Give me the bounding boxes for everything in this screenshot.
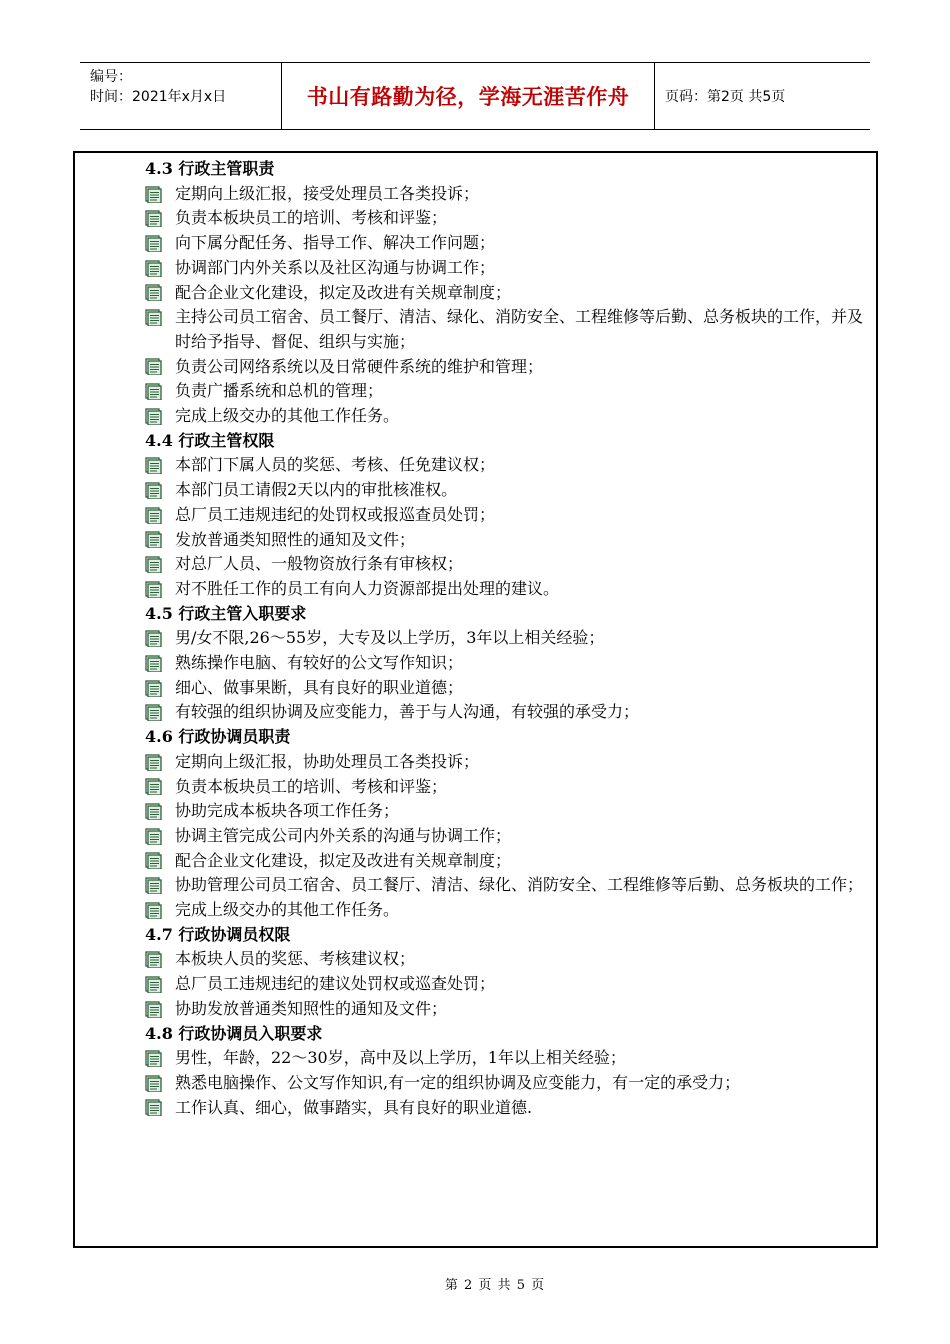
section-title: 4.4 行政主管权限: [145, 430, 275, 450]
list-item: [145, 355, 875, 380]
list-item-text: 协调部门内外关系以及社区沟通与协调工作；: [175, 257, 496, 277]
document-bullet-icon: [145, 528, 175, 553]
list-item-text: 负责公司网络系统以及日常硬件系统的维护和管理；: [175, 356, 544, 376]
list-item-text: 负责广播系统和总机的管理；: [175, 381, 384, 401]
list-item: [145, 1046, 875, 1071]
list-item: [145, 898, 875, 923]
list-item-text: 有较强的组织协调及应变能力，善于与人沟通，有较强的承受力；: [175, 702, 640, 722]
content-frame: [73, 151, 878, 1248]
list-item-text: 协助发放普通类知照性的通知及文件；: [175, 998, 448, 1018]
list-item: [145, 281, 875, 306]
header-meta-cell: [80, 63, 282, 129]
list-item-text: 向下属分配任务、指导工作、解决工作问题；: [175, 233, 496, 253]
section-title: 4.7 行政协调员权限: [145, 924, 291, 944]
document-bullet-icon: [145, 898, 175, 923]
list-item-text: 定期向上级汇报，接受处理员工各类投诉；: [175, 183, 480, 203]
list-item-text: 完成上级交办的其他工作任务。: [175, 900, 400, 920]
document-bullet-icon: [145, 281, 175, 306]
list-item-text: 配合企业文化建设，拟定及改进有关规章制度；: [175, 282, 512, 302]
document-bullet-icon: [145, 453, 175, 478]
document-bullet-icon: [145, 799, 175, 824]
document-bullet-icon: [145, 651, 175, 676]
document-bullet-icon: [145, 676, 175, 701]
list-item: [145, 972, 875, 997]
document-bullet-icon: [145, 626, 175, 651]
document-bullet-icon: [145, 305, 175, 330]
list-item-text: 熟练操作电脑、有较好的公文写作知识；: [175, 653, 464, 673]
list-item-text: 主持公司员工宿舍、员工餐厅、清洁、绿化、消防安全、工程维修等后勤、总务板块的工作，并及时给予指导、督促、组织与实施；: [175, 307, 864, 351]
list-item-text: 协助管理公司员工宿舍、员工餐厅、清洁、绿化、消防安全、工程维修等后勤、总务板块的工作；: [175, 875, 864, 895]
list-item-text: 熟悉电脑操作、公文写作知识,有一定的组织协调及应变能力，有一定的承受力；: [175, 1072, 741, 1092]
list-item: [145, 577, 875, 602]
document-bullet-icon: [145, 849, 175, 874]
list-item: [145, 182, 875, 207]
list-item-text: 细心、做事果断，具有良好的职业道德；: [175, 677, 464, 697]
page-header: [80, 62, 870, 130]
list-item-text: 总厂员工违规违纪的建议处罚权或巡查处罚；: [175, 974, 496, 994]
document-number-label: 编号：: [90, 69, 132, 85]
document-bullet-icon: [145, 478, 175, 503]
section-title: 4.8 行政协调员入职要求: [145, 1023, 323, 1043]
list-item-text: 协助完成本板块各项工作任务；: [175, 801, 400, 821]
list-item: [145, 379, 875, 404]
document-bullet-icon: [145, 1046, 175, 1071]
document-bullet-icon: [145, 947, 175, 972]
document-bullet-icon: [145, 824, 175, 849]
document-bullet-icon: [145, 1071, 175, 1096]
list-item: [145, 750, 875, 775]
list-item-text: 男性，年龄，22～30岁，高中及以上学历，1年以上相关经验；: [175, 1048, 626, 1068]
list-item: [145, 1071, 875, 1096]
list-item: [145, 453, 875, 478]
list-item: [145, 1096, 875, 1121]
list-item-text: 本板块人员的奖惩、考核建议权；: [175, 949, 416, 969]
document-bullet-icon: [145, 355, 175, 380]
section-title: 4.3 行政主管职责: [145, 159, 275, 178]
header-page-cell: [655, 63, 870, 129]
list-item: [145, 799, 875, 824]
list-item: [145, 676, 875, 701]
list-item: [145, 651, 875, 676]
document-bullet-icon: [145, 404, 175, 429]
document-bullet-icon: [145, 552, 175, 577]
list-item: [145, 873, 875, 898]
list-item: [145, 849, 875, 874]
document-time-label: 时间：2021年x月x日: [90, 89, 227, 105]
content-body: [145, 157, 875, 1120]
document-bullet-icon: [145, 750, 175, 775]
list-item-text: 负责本板块员工的培训、考核和评鉴；: [175, 776, 448, 796]
document-bullet-icon: [145, 775, 175, 800]
document-bullet-icon: [145, 182, 175, 207]
header-page-info: 页码：第2页 共5页: [665, 89, 786, 105]
list-item: [145, 404, 875, 429]
page-footer: 第 2 页 共 5 页: [444, 1278, 546, 1293]
list-item-text: 对不胜任工作的员工有向人力资源部提出处理的建议。: [175, 578, 560, 598]
document-bullet-icon: [145, 379, 175, 404]
list-item: [145, 824, 875, 849]
list-item: [145, 231, 875, 256]
list-item: [145, 503, 875, 528]
list-item: [145, 626, 875, 651]
list-item: [145, 700, 875, 725]
list-item-text: 负责本板块员工的培训、考核和评鉴；: [175, 208, 448, 228]
section-title: 4.6 行政协调员职责: [145, 727, 291, 747]
document-bullet-icon: [145, 256, 175, 281]
list-item-text: 本部门下属人员的奖惩、考核、任免建议权；: [175, 455, 496, 475]
document-bullet-icon: [145, 972, 175, 997]
list-item: [145, 206, 875, 231]
list-item: [145, 256, 875, 281]
document-bullet-icon: [145, 231, 175, 256]
list-item: [145, 528, 875, 553]
list-item-text: 本部门员工请假2天以内的审批核准权。: [175, 480, 458, 500]
section-title: 4.5 行政主管入职要求: [145, 603, 307, 623]
list-item-text: 对总厂人员、一般物资放行条有审核权；: [175, 554, 464, 574]
document-bullet-icon: [145, 873, 175, 898]
list-item-text: 协调主管完成公司内外关系的沟通与协调工作；: [175, 825, 512, 845]
list-item-text: 男/女不限,26～55岁，大专及以上学历，3年以上相关经验；: [175, 628, 605, 648]
document-bullet-icon: [145, 503, 175, 528]
list-item: [145, 997, 875, 1022]
list-item-text: 完成上级交办的其他工作任务。: [175, 406, 400, 426]
list-item-text: 工作认真、细心，做事踏实，具有良好的职业道德.: [175, 1097, 533, 1117]
list-item-text: 发放普通类知照性的通知及文件；: [175, 529, 416, 549]
header-motto: 书山有路勤为径，学海无涯苦作舟: [306, 85, 630, 109]
list-item: [145, 478, 875, 503]
list-item-text: 配合企业文化建设，拟定及改进有关规章制度；: [175, 850, 512, 870]
list-item: [145, 947, 875, 972]
document-bullet-icon: [145, 700, 175, 725]
list-item: [145, 775, 875, 800]
document-bullet-icon: [145, 997, 175, 1022]
header-motto-cell: [282, 63, 655, 129]
list-item-text: 定期向上级汇报，协助处理员工各类投诉；: [175, 751, 480, 771]
list-item-text: 总厂员工违规违纪的处罚权或报巡查员处罚；: [175, 504, 496, 524]
document-bullet-icon: [145, 206, 175, 231]
list-item: [145, 552, 875, 577]
list-item: [145, 305, 875, 354]
document-bullet-icon: [145, 577, 175, 602]
document-bullet-icon: [145, 1096, 175, 1121]
